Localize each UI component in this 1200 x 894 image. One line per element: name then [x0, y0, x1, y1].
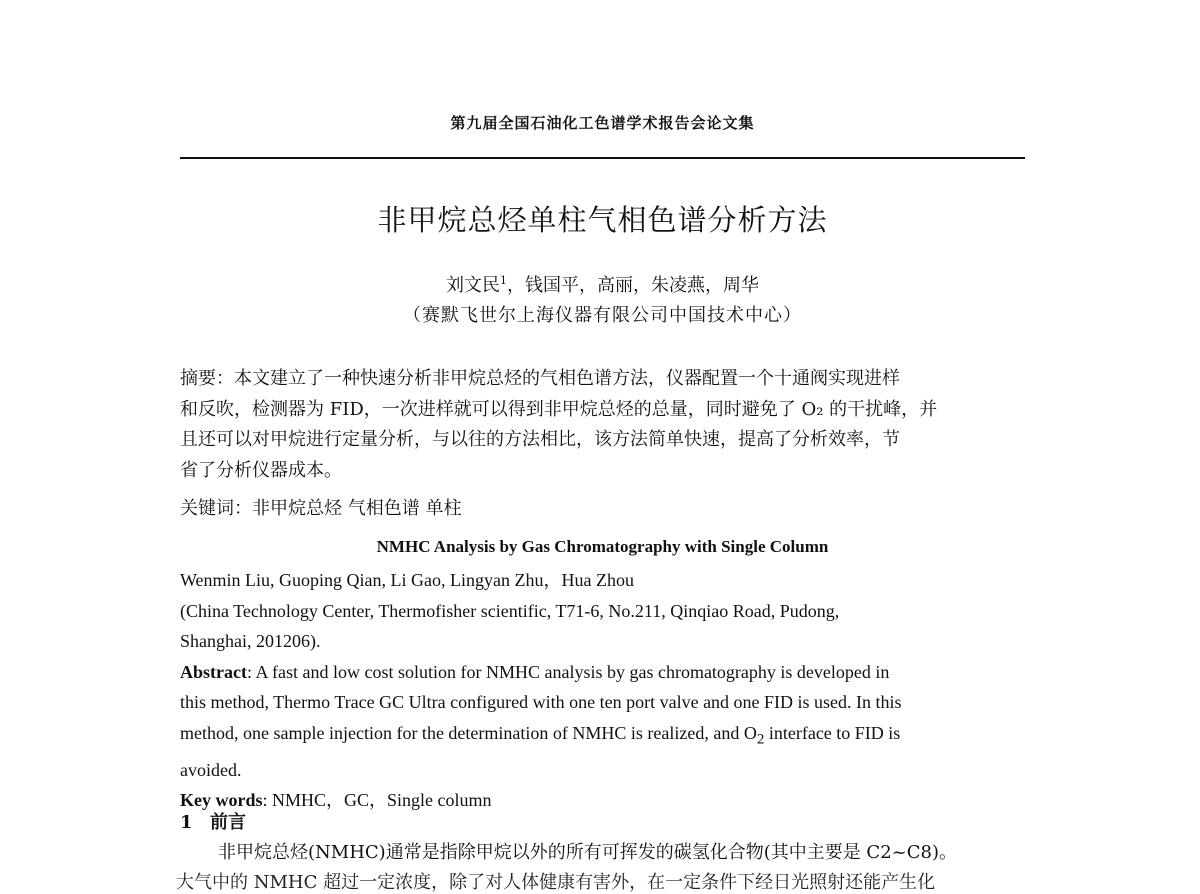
author-affil-mark: 1 — [500, 274, 507, 287]
english-front-matter — [180, 565, 1025, 816]
keywords-en — [180, 785, 1025, 816]
keywords-en-value: : NMHC，GC，Single column — [262, 790, 492, 811]
author-first-cn: 刘文民 — [446, 275, 500, 296]
section-title: 前言 — [210, 812, 246, 833]
section-heading — [180, 808, 246, 834]
affiliation-en-line: (China Technology Center, Thermofisher scientific, T71-6, No.211, Qinqiao Road, Pudong, — [180, 600, 840, 621]
abstract-cn-line: 和反吹，检测器为 FID，一次进样就可以得到非甲烷总烃的总量，同时避免了 O₂ 的干扰峰，并 — [180, 398, 938, 420]
abstract-en-line: Abstract: A fast and low cost solution for NMHC analysis by gas chromatography is developed in — [180, 661, 890, 682]
abstract-cn-line: 摘要：本文建立了一种快速分析非甲烷总烃的气相色谱方法，仪器配置一个十通阀实现进样 — [180, 368, 900, 389]
abstract-cn-line: 省了分析仪器成本。 — [180, 459, 342, 481]
body-paragraph-line-cut: 大气中的 NMHC 超过一定浓度，除了对人体健康有害外，在一定条件下经日光照射还能产生化 — [176, 872, 936, 893]
abstract-en-line: avoided. — [180, 759, 242, 780]
keywords-cn-label: 关键词： — [180, 498, 252, 519]
keywords-en-label: Key words — [180, 790, 263, 811]
header-rule — [180, 157, 1025, 159]
authors-en: Wenmin Liu, Guoping Qian, Li Gao, Lingyan Zhu，Hua Zhou — [180, 570, 634, 590]
abstract-cn — [180, 364, 1025, 486]
running-head: 第九届全国石油化工色谱学术报告会论文集 — [450, 114, 755, 132]
affiliation-cn: （赛默飞世尔上海仪器有限公司中国技术中心） — [403, 305, 802, 326]
authors-cn — [180, 271, 1025, 297]
abstract-en-line: method, one sample injection for the determination of NMHC is realized, and $O_2$ interface to FID is — [180, 722, 901, 748]
keywords-cn-value: 非甲烷总烃 气相色谱 单柱 — [252, 498, 462, 519]
abstract-cn-label: 摘要： — [180, 368, 234, 389]
section-number: 1 — [180, 812, 193, 833]
abstract-en-label: Abstract — [180, 661, 247, 682]
body-paragraph-line: 非甲烷总烃(NMHC)通常是指除甲烷以外的所有可挥发的碳氢化合物(其中主要是 C2~C8)。 — [218, 842, 957, 863]
abstract-cn-line: 且还可以对甲烷进行定量分析，与以往的方法相比，该方法简单快速，提高了分析效率，节 — [180, 429, 900, 450]
authors-rest-cn: ，钱国平，高丽，朱凌燕，周华 — [507, 275, 759, 296]
abstract-en-line: this method, Thermo Trace GC Ultra configured with one ten port valve and one FID is used. In this — [180, 692, 902, 712]
affiliation-en-line: Shanghai, 201206). — [180, 631, 321, 651]
paper-title-en: NMHC Analysis by Gas Chromatography with Single Column — [376, 537, 829, 556]
paper-title-cn: 非甲烷总烃单柱气相色谱分析方法 — [377, 203, 828, 237]
keywords-cn — [180, 494, 1025, 524]
